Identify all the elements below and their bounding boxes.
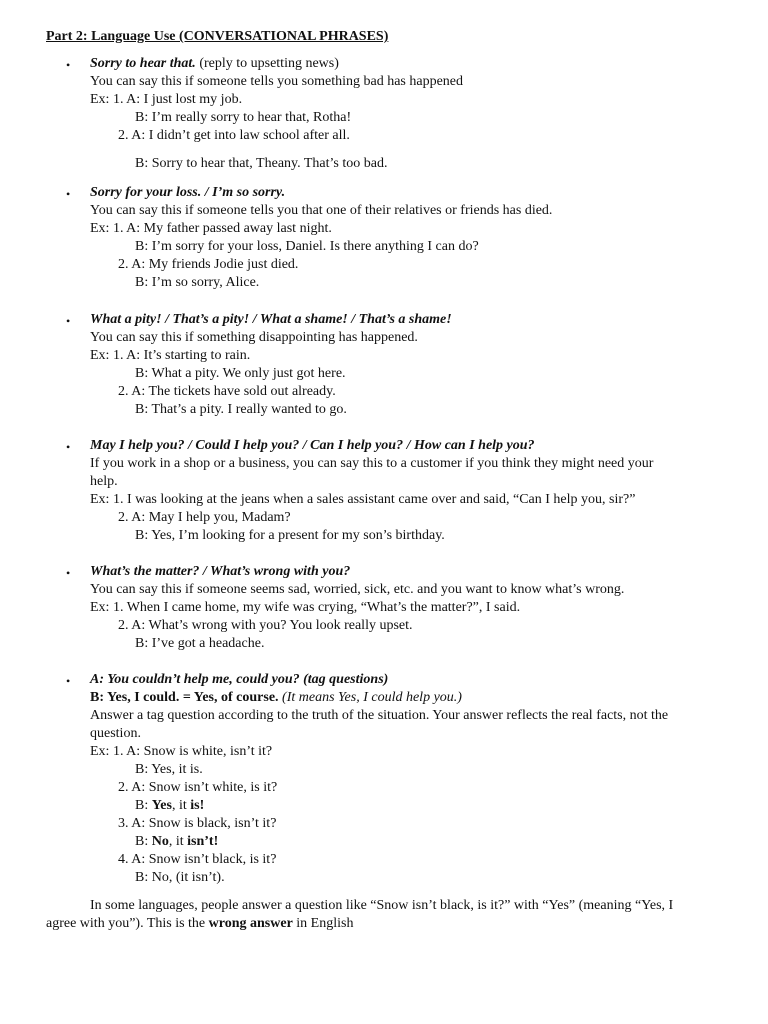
example-line: B: I’m sorry for your loss, Daniel. Is there anything I can do? — [135, 239, 479, 254]
example-line: B: That’s a pity. I really wanted to go. — [135, 402, 347, 417]
example-line: B: What a pity. We only just got here. — [135, 366, 346, 381]
example-line: 2. A: Snow isn’t white, is it? — [118, 780, 278, 795]
phrase-heading: Sorry for your loss. / I’m so sorry. — [90, 185, 286, 200]
bullet-icon: • — [66, 440, 71, 454]
bullet-icon: • — [66, 187, 71, 201]
example-line: B: Yes, I’m looking for a present for my son’s birthday. — [135, 528, 445, 543]
example-line: 2. A: The tickets have sold out already. — [118, 384, 336, 399]
section-heading: Part 2: Language Use (CONVERSATIONAL PHRASES) — [46, 29, 389, 44]
phrase-heading: What a pity! / That’s a pity! / What a shame! / That’s a shame! — [90, 312, 452, 327]
example-line: B: No, (it isn’t). — [135, 870, 225, 885]
example-line: Ex: 1. When I came home, my wife was crying, “What’s the matter?”, I said. — [90, 600, 521, 615]
phrase-description: If you work in a shop or a business, you can say this to a customer if you think they might need your — [90, 456, 654, 471]
example-line: Ex: 1. A: My father passed away last night. — [90, 221, 332, 236]
example-line: Ex: 1. A: I just lost my job. — [90, 92, 243, 107]
bullet-icon: • — [66, 674, 71, 688]
example-line: B: Yes, it is. — [135, 762, 203, 777]
phrase-heading: May I help you? / Could I help you? / Can I help you? / How can I help you? — [90, 438, 535, 453]
example-line: 2. A: What’s wrong with you? You look really upset. — [118, 618, 413, 633]
phrase-heading: A: You couldn’t help me, could you? (tag questions) — [90, 672, 389, 687]
paragraph-line: In some languages, people answer a question like “Snow isn’t black, is it?” with “Yes” (meaning “Yes, I — [90, 898, 674, 913]
example-line: 2. A: I didn’t get into law school after all. — [118, 128, 350, 143]
example-line: Ex: 1. A: It’s starting to rain. — [90, 348, 251, 363]
phrase-description: help. — [90, 474, 118, 489]
example-line: B: I’m so sorry, Alice. — [135, 275, 260, 290]
example-line: B: No, it isn’t! — [135, 834, 219, 849]
bullet-icon: • — [66, 566, 71, 580]
example-line: Ex: 1. A: Snow is white, isn’t it? — [90, 744, 273, 759]
phrase-heading: What’s the matter? / What’s wrong with you? — [90, 564, 351, 579]
phrase-description: You can say this if someone tells you something bad has happened — [90, 74, 464, 89]
phrase-description: Answer a tag question according to the truth of the situation. Your answer reflects the real facts, not the — [90, 708, 669, 723]
example-line: B: I’m really sorry to hear that, Rotha! — [135, 110, 352, 125]
example-line: 4. A: Snow isn’t black, is it? — [118, 852, 277, 867]
phrase-description: You can say this if someone seems sad, worried, sick, etc. and you want to know what’s wrong. — [90, 582, 625, 597]
example-line: B: Yes, it is! — [135, 798, 205, 813]
bullet-icon: • — [66, 314, 71, 328]
example-line: 3. A: Snow is black, isn’t it? — [118, 816, 277, 831]
phrase-description: You can say this if something disappointing has happened. — [90, 330, 418, 345]
example-line: 2. A: May I help you, Madam? — [118, 510, 291, 525]
example-line: Ex: 1. I was looking at the jeans when a sales assistant came over and said, “Can I help you, sir?” — [90, 492, 636, 507]
phrase-description: You can say this if someone tells you that one of their relatives or friends has died. — [90, 203, 553, 218]
bullet-icon: • — [66, 58, 71, 72]
phrase-heading: B: Yes, I could. = Yes, of course. (It means Yes, I could help you.) — [90, 690, 462, 705]
example-line: B: Sorry to hear that, Theany. That’s too bad. — [135, 156, 388, 171]
example-line: 2. A: My friends Jodie just died. — [118, 257, 299, 272]
paragraph-line: agree with you”). This is the wrong answer in English — [46, 916, 354, 931]
phrase-description: question. — [90, 726, 141, 741]
example-line: B: I’ve got a headache. — [135, 636, 265, 651]
phrase-heading: Sorry to hear that. (reply to upsetting news) — [90, 56, 339, 71]
